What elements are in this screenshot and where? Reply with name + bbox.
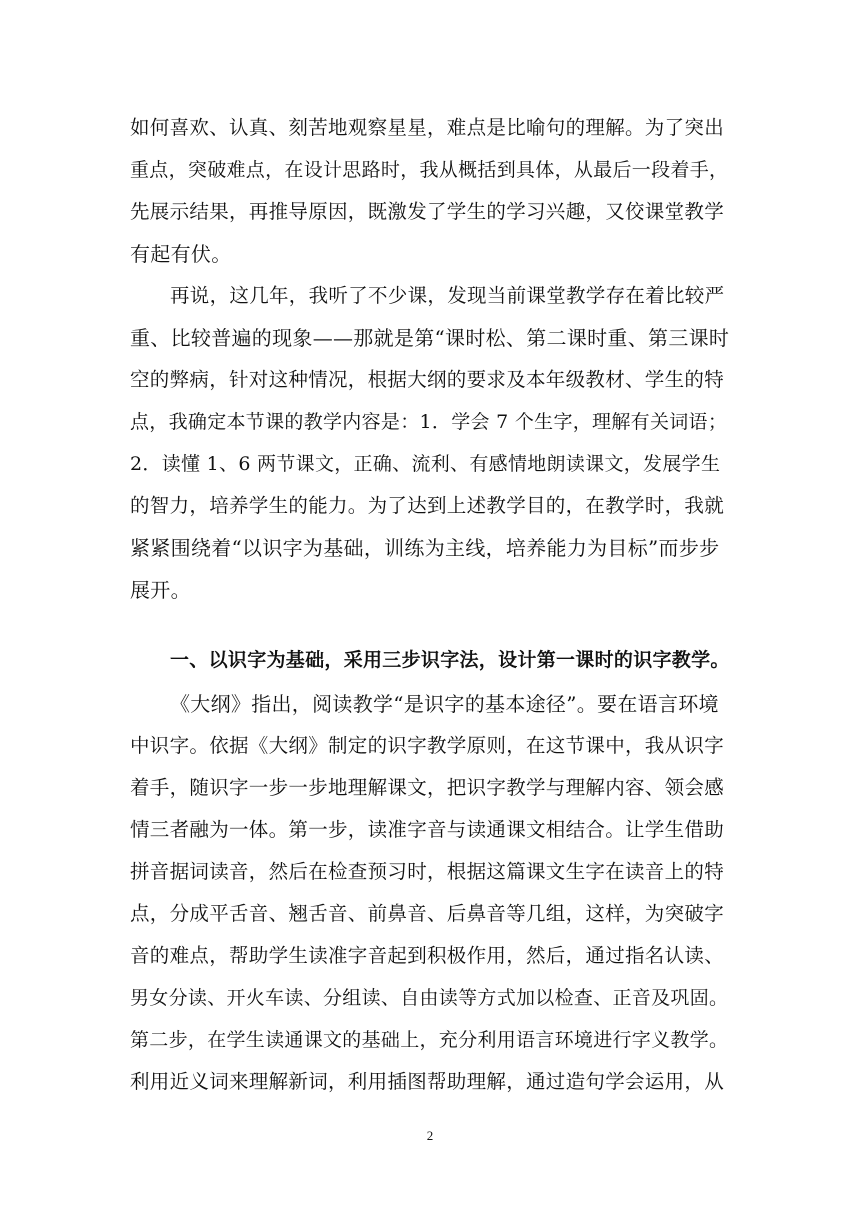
paragraph-line: 先展示结果，再推导原因，既激发了学生的学习兴趣，又佼课堂教学 — [130, 200, 725, 223]
paragraph-line: 中识字。依据《大纲》制定的识字教学原则，在这节课中，我从识字 — [130, 734, 725, 757]
section-heading: 一、以识字为基础，采用三步识字法，设计第一课时的识字教学。 — [170, 649, 730, 671]
paragraph-line: 点，分成平舌音、翘舌音、前鼻音、后鼻音等几组，这样，为突破字 — [130, 902, 725, 925]
paragraph-line: 空的弊病，针对这种情况，根据大纲的要求及本年级教材、学生的特 — [130, 368, 725, 391]
paragraph-line: 着手，随识字一步一步地理解课文，把识字教学与理解内容、领会感 — [130, 776, 725, 799]
paragraph-line: 男女分读、开火车读、分组读、自由读等方式加以检查、正音及巩固。 — [130, 987, 729, 1009]
paragraph-line: 如何喜欢、认真、刻苦地观察星星，难点是比喻句的理解。为了突出 — [130, 116, 725, 139]
paragraph-line: 音的难点，帮助学生读准字音起到积极作用，然后，通过指名认读、 — [130, 944, 725, 967]
paragraph-line: 展开。 — [130, 578, 191, 602]
paragraph-line: 拼音据词读音，然后在检查预习时，根据这篇课文生字在读音上的特 — [130, 860, 725, 883]
page-number: 2 — [426, 1128, 434, 1143]
paragraph-line: 重点，突破难点，在设计思路时，我从概括到具体，从最后一段着手， — [130, 159, 729, 181]
paragraph-line: 的智力，培养学生的能力。为了达到上述教学目的，在教学时，我就 — [130, 494, 725, 517]
paragraph-line: 重、比较普遍的现象——那就是第“课时松、第二课时重、第三课时 — [130, 326, 730, 350]
paragraph-line: 第二步，在学生读通课文的基础上，充分利用语言环境进行字义教学。 — [130, 1029, 729, 1051]
paragraph-line: 2．读懂 1、6 两节课文，正确、流利、有感情地朗读课文，发展学生 — [130, 453, 721, 475]
paragraph-line: 《大纲》指出，阅读教学“是识字的基本途径”。要在语言环境 — [170, 692, 719, 716]
paragraph-line: 再说，这几年，我听了不少课，发现当前课堂教学存在着比较严 — [170, 284, 725, 307]
paragraph-line: 有起有伏。 — [130, 242, 232, 266]
paragraph-line: 紧紧围绕着“以识字为基础，训练为主线，培养能力为目标”而步步 — [130, 536, 720, 560]
paragraph-line: 情三者融为一体。第一步，读准字音与读通课文相结合。让学生借助 — [130, 818, 725, 841]
paragraph-line: 点，我确定本节课的教学内容是：1．学会 7 个生字，理解有关词语； — [130, 411, 728, 433]
paragraph-line: 利用近义词来理解新词，利用插图帮助理解，通过造句学会运用，从 — [130, 1070, 725, 1093]
